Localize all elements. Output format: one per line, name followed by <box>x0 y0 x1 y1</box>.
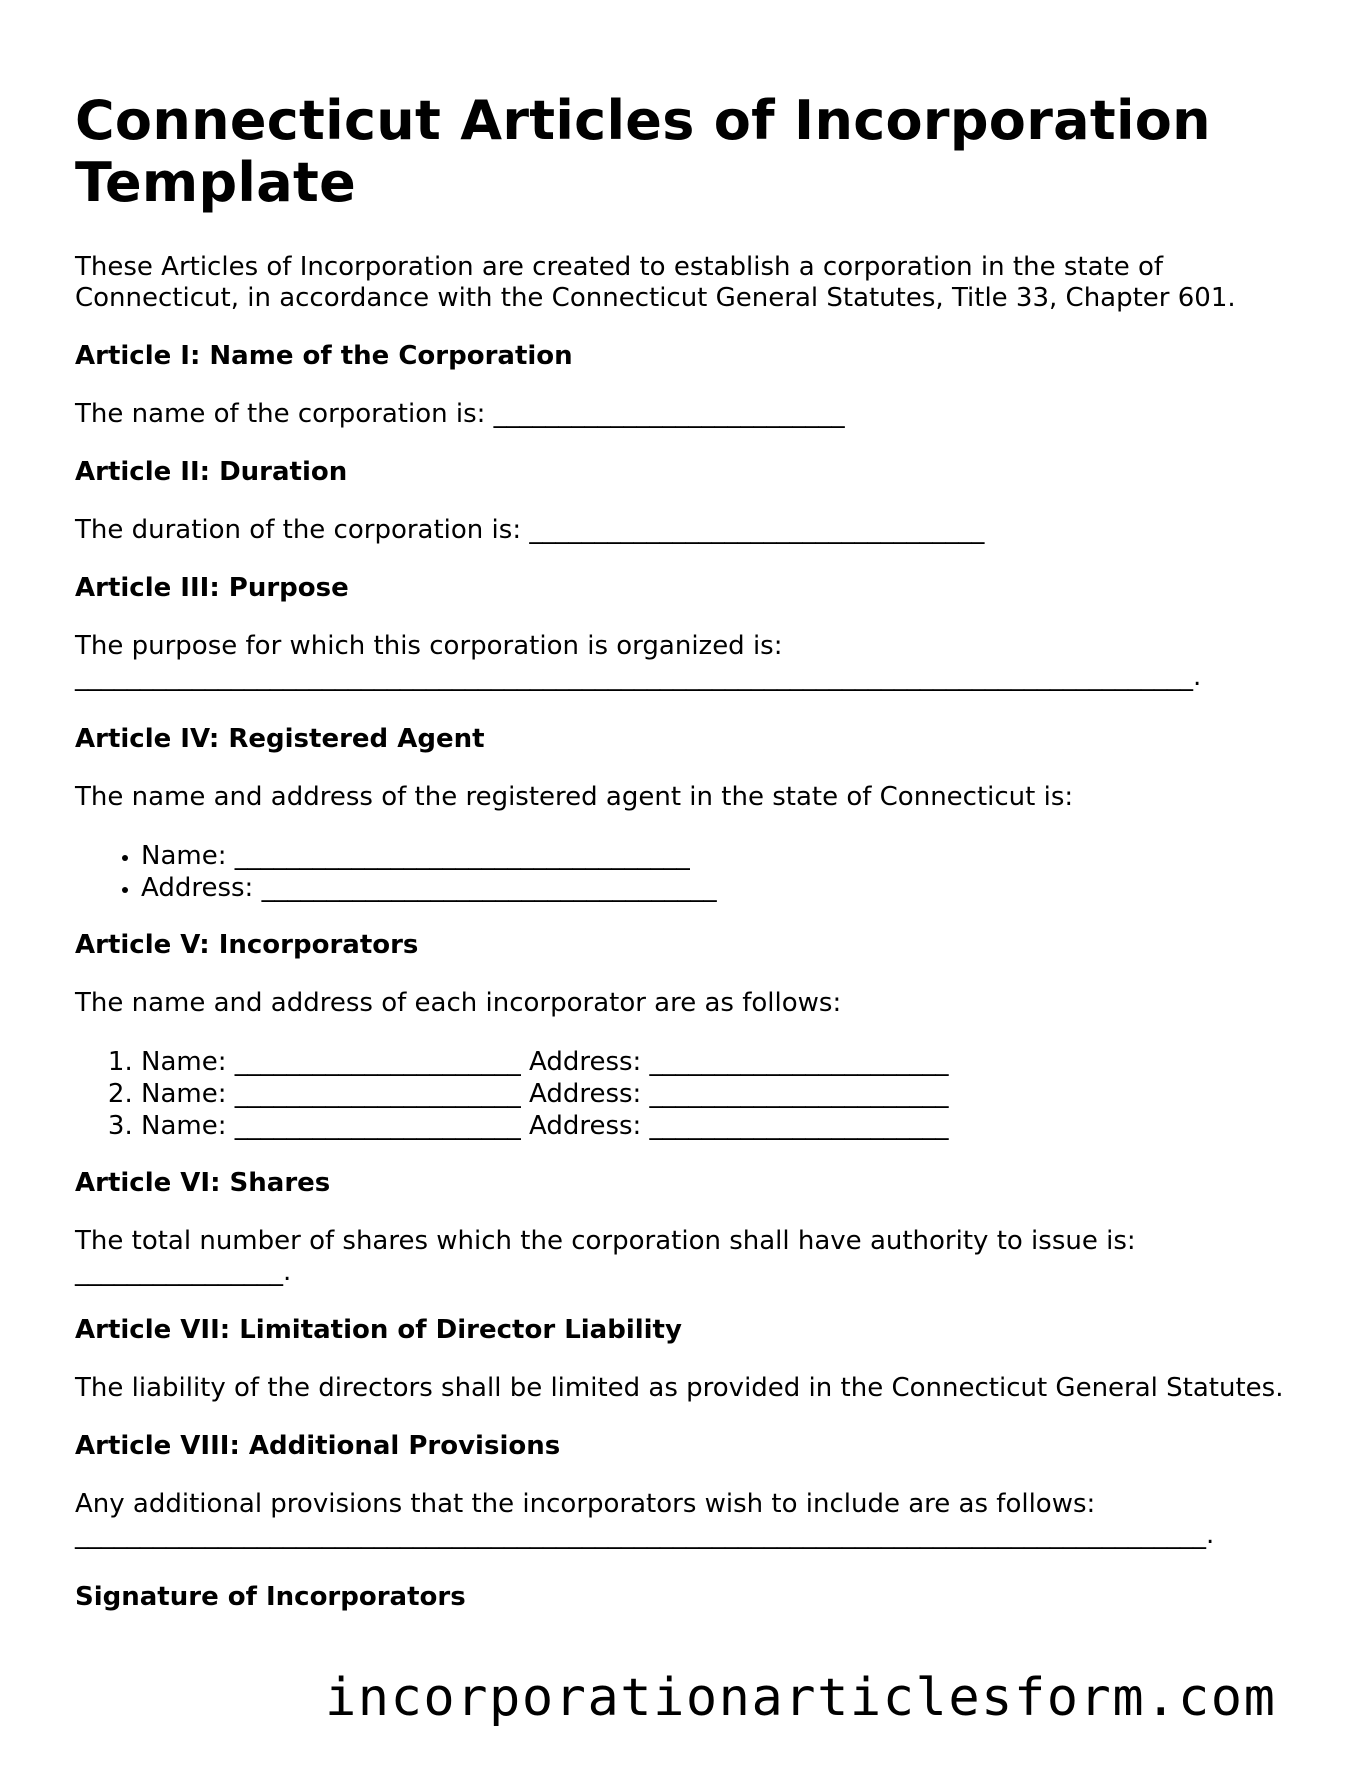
article-2-text: The duration of the corporation is: ___________________________________ <box>75 515 985 545</box>
article-8-heading: Article VIII: Additional Provisions <box>75 1431 561 1461</box>
article-8-text: Any additional provisions that the incorporators wish to include are as follows: _______________________________________________________________________________________. <box>75 1489 1215 1550</box>
article-1-text: The name of the corporation is: ___________________________ <box>75 399 845 429</box>
site-watermark: incorporationarticlesform.com <box>325 1668 1277 1728</box>
document-title: Connecticut Articles of Incorporation Template <box>75 89 1211 214</box>
registered-agent-address-item: • Address: ___________________________________ <box>141 872 1295 904</box>
incorporator-item-3: 3. Name: ______________________ Address: _______________________ <box>141 1110 1295 1142</box>
intro-paragraph: These Articles of Incorporation are created to establish a corporation in the state of Connecticut, in accordance with the Connecticut General Statutes, Title 33, Chapter 601. <box>75 252 1236 313</box>
article-2-heading: Article II: Duration <box>75 457 348 487</box>
signature-heading: Signature of Incorporators <box>75 1582 466 1612</box>
article-4-heading: Article IV: Registered Agent <box>75 724 485 754</box>
article-7-heading: Article VII: Limitation of Director Liability <box>75 1315 682 1345</box>
article-7-text: The liability of the directors shall be limited as provided in the Connecticut General Statutes. <box>75 1373 1284 1403</box>
article-1-heading: Article I: Name of the Corporation <box>75 341 573 371</box>
incorporator-item-2: 2. Name: ______________________ Address: _______________________ <box>141 1078 1295 1110</box>
article-6-heading: Article VI: Shares <box>75 1168 331 1198</box>
registered-agent-name-item: • Name: ___________________________________ <box>141 840 1295 872</box>
article-4-text: The name and address of the registered agent in the state of Connecticut is: <box>75 782 1074 812</box>
incorporators-list <box>75 1046 1295 1142</box>
article-5-heading: Article V: Incorporators <box>75 930 419 960</box>
document-page <box>75 90 1295 1640</box>
registered-agent-list <box>75 840 1295 904</box>
article-5-text: The name and address of each incorporator are as follows: <box>75 988 842 1018</box>
article-3-text: The purpose for which this corporation is organized is: ______________________________________________________________________________________. <box>75 631 1202 692</box>
article-3-heading: Article III: Purpose <box>75 573 349 603</box>
incorporator-item-1: 1. Name: ______________________ Address: _______________________ <box>141 1046 1295 1078</box>
article-6-text: The total number of shares which the corporation shall have authority to issue is: ________________. <box>75 1226 1136 1287</box>
